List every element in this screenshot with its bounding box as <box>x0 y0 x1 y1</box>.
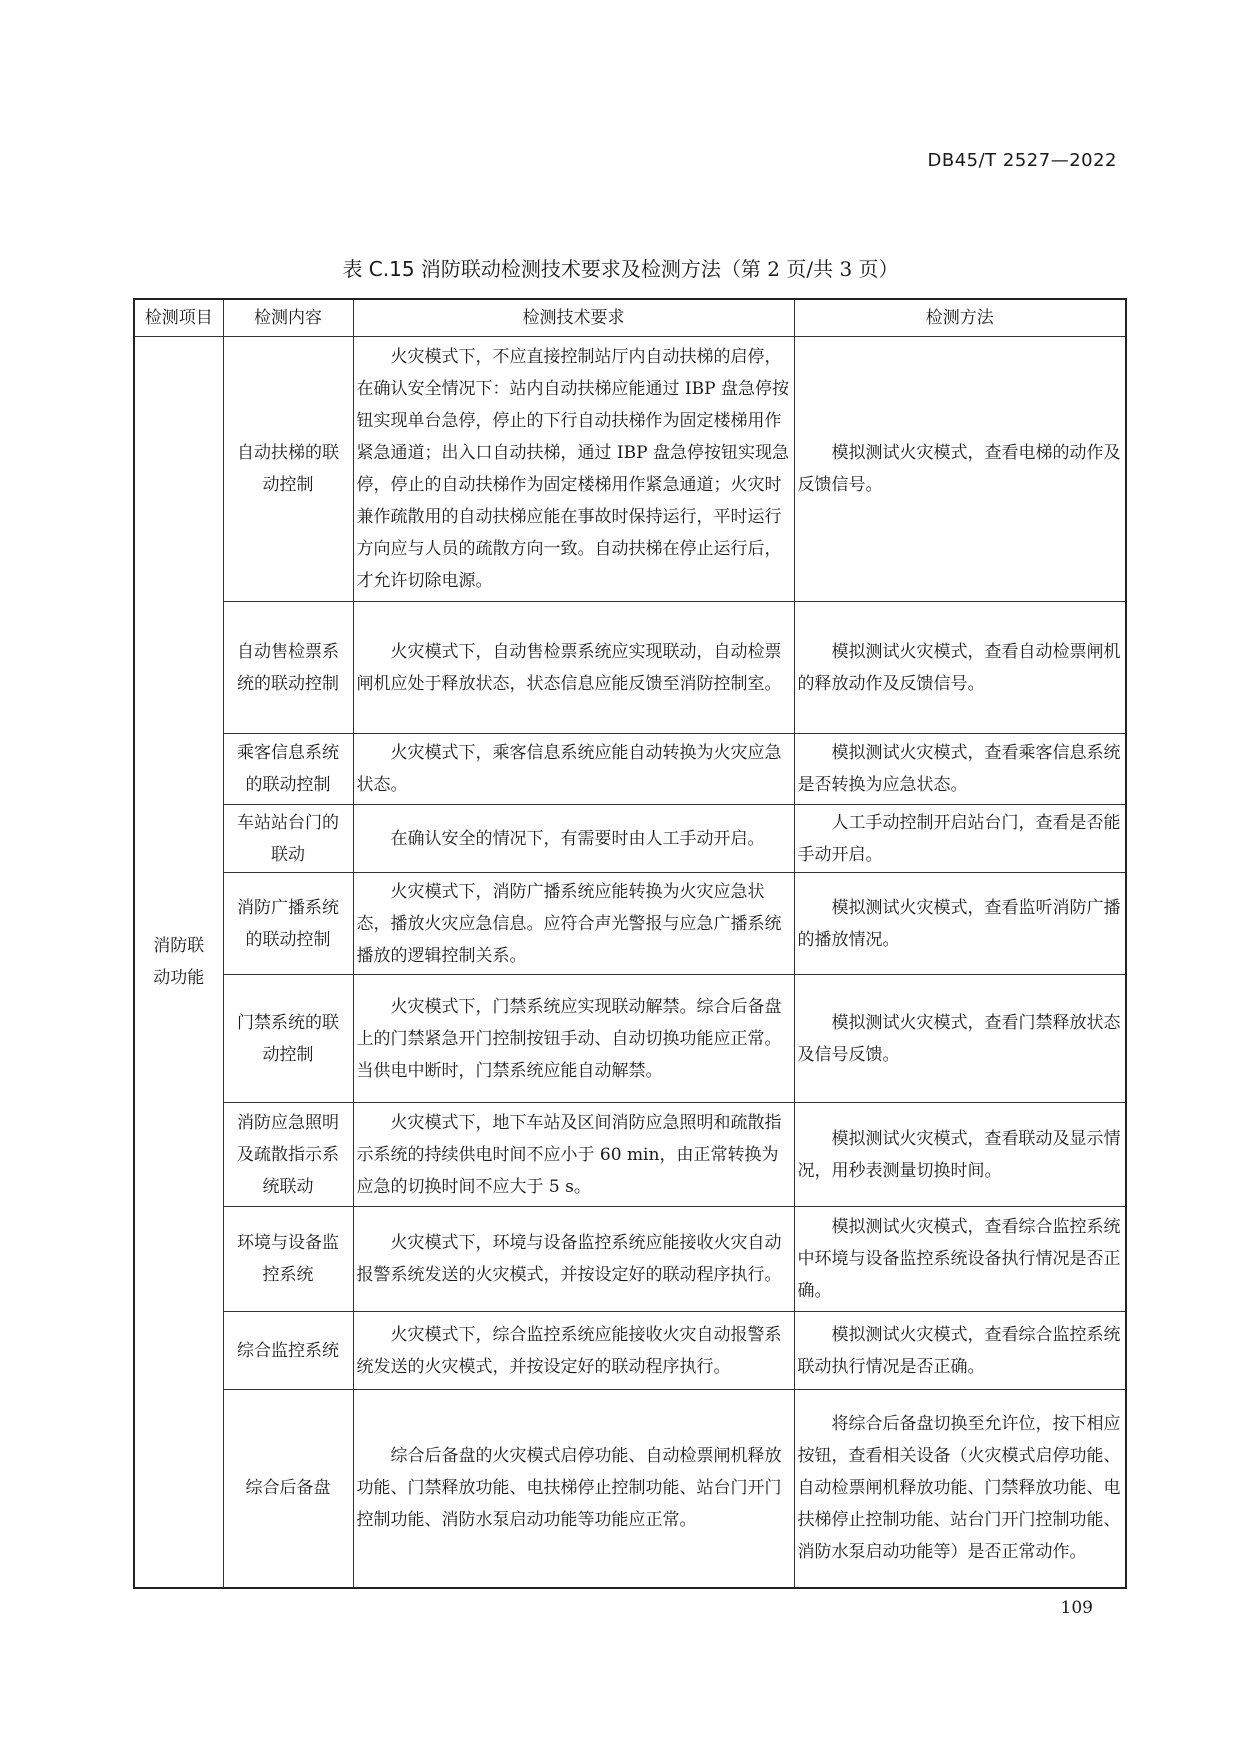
table-row <box>134 873 1126 975</box>
requirement-text: 火灾模式下，环境与设备监控系统应能接收火灾自动报警系统发送的火灾模式，并按设定好的联动程序执行。 <box>356 1233 782 1285</box>
method-text: 模拟测试火灾模式，查看乘客信息系统是否转换为应急状态。 <box>797 743 1121 795</box>
requirement-text: 火灾模式下，不应直接控制站厅内自动扶梯的启停，在确认安全情况下：站内自动扶梯应能通过 IBP 盘急停按钮实现单台急停，停止的下行自动扶梯作为固定楼梯用作紧急通道；出入口自动扶梯，通过 IBP 盘急停按钮实现急停，停止的自动扶梯作为固定楼梯用作紧急通道；火灾时兼作疏散用的自动扶梯应能在事故时保持运行，平时运行方向应与人员的疏散方向一致。自动扶梯在停止运行后，才允许切除电源。 <box>356 347 789 591</box>
requirement-text: 综合后备盘的火灾模式启停功能、自动检票闸机释放功能、门禁释放功能、电扶梯停止控制功能、站台门开门控制功能、消防水泵启动功能等功能应正常。 <box>356 1446 782 1531</box>
method-cell <box>794 805 1126 873</box>
requirement-cell <box>353 1312 794 1390</box>
table-title <box>0 253 1241 282</box>
requirement-cell <box>353 1390 794 1588</box>
requirement-text: 火灾模式下，消防广播系统应能转换为火灾应急状态，播放火灾应急信息。应符合声光警报与应急广播系统播放的逻辑控制关系。 <box>356 881 782 966</box>
table-row <box>134 337 1126 602</box>
method-cell <box>794 337 1126 602</box>
method-text: 模拟测试火灾模式，查看综合监控系统联动执行情况是否正确。 <box>797 1324 1121 1377</box>
method-cell <box>794 1390 1126 1588</box>
requirement-cell <box>353 1207 794 1312</box>
method-text: 人工手动控制开启站台门，查看是否能手动开启。 <box>797 812 1121 865</box>
requirement-cell <box>353 873 794 975</box>
header-item: 检测项目 <box>134 299 223 337</box>
table-row <box>134 1207 1126 1312</box>
table-header-row <box>134 299 1126 337</box>
page-number: 109 <box>1060 1598 1093 1618</box>
content-cell: 门禁系统的联动控制 <box>223 975 353 1103</box>
requirement-cell <box>353 337 794 602</box>
method-text: 模拟测试火灾模式，查看联动及显示情况，用秒表测量切换时间。 <box>797 1128 1121 1181</box>
item-cell: 消防联动功能 <box>134 337 223 1588</box>
table-row <box>134 1312 1126 1390</box>
content-cell: 综合后备盘 <box>223 1390 353 1588</box>
table-row <box>134 1390 1126 1588</box>
method-cell <box>794 602 1126 734</box>
method-cell <box>794 873 1126 975</box>
requirement-cell <box>353 734 794 805</box>
content-cell: 综合监控系统 <box>223 1312 353 1390</box>
content-cell: 消防广播系统的联动控制 <box>223 873 353 975</box>
header-requirement: 检测技术要求 <box>353 299 794 337</box>
spec-table <box>133 298 1127 1589</box>
header-method: 检测方法 <box>794 299 1126 337</box>
content-cell: 自动售检票系统的联动控制 <box>223 602 353 734</box>
method-cell <box>794 1103 1126 1207</box>
table-title-continuation: （第 2 页/共 3 页） <box>720 257 899 281</box>
table-row <box>134 805 1126 873</box>
method-cell <box>794 734 1126 805</box>
method-text: 模拟测试火灾模式，查看自动检票闸机的释放动作及反馈信号。 <box>797 641 1121 694</box>
table-row <box>134 975 1126 1103</box>
requirement-cell <box>353 1103 794 1207</box>
requirement-cell <box>353 602 794 734</box>
method-text: 模拟测试火灾模式，查看综合监控系统中环境与设备监控系统设备执行情况是否正确。 <box>797 1217 1121 1301</box>
requirement-cell <box>353 975 794 1103</box>
document-code: DB45/T 2527—2022 <box>927 150 1117 171</box>
method-cell <box>794 1207 1126 1312</box>
method-text: 模拟测试火灾模式，查看门禁释放状态及信号反馈。 <box>797 1012 1121 1065</box>
table-title-main: 表 C.15 消防联动检测技术要求及检测方法 <box>342 257 721 281</box>
method-cell <box>794 975 1126 1103</box>
method-text: 模拟测试火灾模式，查看电梯的动作及反馈信号。 <box>797 443 1121 495</box>
table-row <box>134 1103 1126 1207</box>
requirement-text: 在确认安全的情况下，有需要时由人工手动开启。 <box>390 828 765 849</box>
requirement-text: 火灾模式下，门禁系统应实现联动解禁。综合后备盘上的门禁紧急开门控制按钮手动、自动切换功能应正常。当供电中断时，门禁系统应能自动解禁。 <box>356 996 782 1081</box>
method-cell <box>794 1312 1126 1390</box>
content-cell: 环境与设备监控系统 <box>223 1207 353 1312</box>
content-cell: 乘客信息系统的联动控制 <box>223 734 353 805</box>
requirement-text: 火灾模式下，乘客信息系统应能自动转换为火灾应急状态。 <box>356 743 782 795</box>
requirement-text: 火灾模式下，地下车站及区间消防应急照明和疏散指示系统的持续供电时间不应小于 60 min，由正常转换为应急的切换时间不应大于 5 s。 <box>356 1112 782 1197</box>
content-cell: 车站站台门的联动 <box>223 805 353 873</box>
table-row <box>134 734 1126 805</box>
content-cell: 消防应急照明及疏散指示系统联动 <box>223 1103 353 1207</box>
table-row <box>134 602 1126 734</box>
requirement-cell <box>353 805 794 873</box>
header-content: 检测内容 <box>223 299 353 337</box>
content-cell: 自动扶梯的联动控制 <box>223 337 353 602</box>
method-text: 将综合后备盘切换至允许位，按下相应按钮，查看相关设备（火灾模式启停功能、自动检票闸机释放功能、门禁释放功能、电扶梯停止控制功能、站台门开门控制功能、消防水泵启动功能等）是否正常动作。 <box>797 1414 1121 1563</box>
requirement-text: 火灾模式下，自动售检票系统应实现联动，自动检票闸机应处于释放状态，状态信息应能反馈至消防控制室。 <box>356 641 782 694</box>
requirement-text: 火灾模式下，综合监控系统应能接收火灾自动报警系统发送的火灾模式，并按设定好的联动程序执行。 <box>356 1324 782 1377</box>
method-text: 模拟测试火灾模式，查看监听消防广播的播放情况。 <box>797 897 1121 950</box>
